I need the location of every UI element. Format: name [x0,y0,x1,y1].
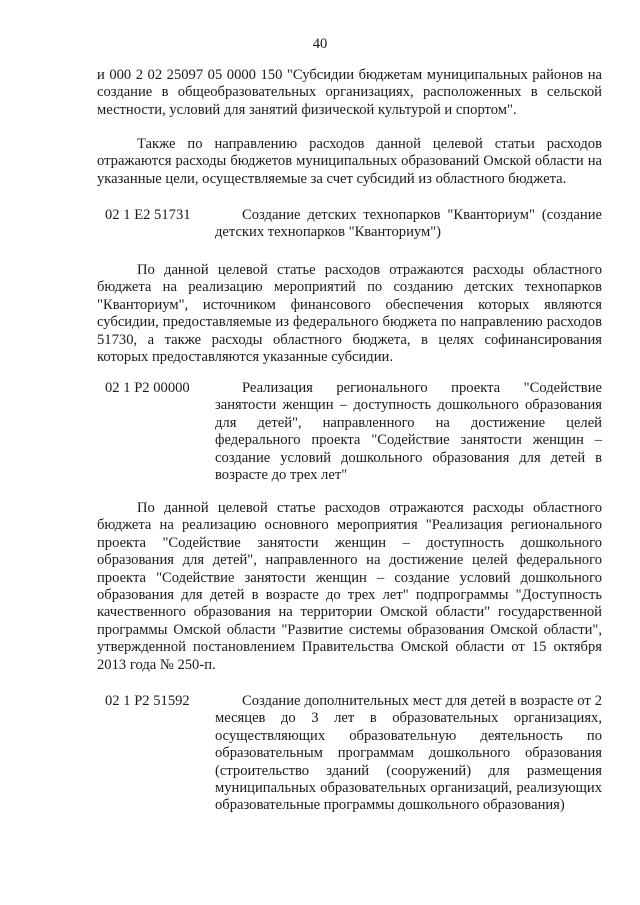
section-title-e2-51731 [215,207,602,242]
paragraph-municipal-expenses: Также по направлению расходов данной целевой статьи расходов отражаются расходы бюджетов муниципальных образований Омской области на указанные цели, осуществляемые за счет субсидий из областного бюджета. [97,136,602,187]
paragraph-regional-project: По данной целевой статье расходов отражаются расходы областного бюджета на реализацию основного мероприятия "Реализация регионального проекта "Содействие занятости женщин – доступность дошкольного образования для детей", направленного на достижение целей федерального проекта "Содействие занятости женщин – создание условий дошкольного образования для детей в возрасте до трех лет" подпрограммы "Доступность качественного образования на территории Омской области" государственной программы Омской области "Развитие системы образования Омской области", утвержденной постановлением Правительства Омской области от 15 октября 2013 года № 250-п. [97,500,602,673]
section-title-text: Создание дополнительных мест для детей в возрасте от 2 месяцев до 3 лет в образовательных организациях, осуществляющих образовательную деятельность по образовательным программам дошкольного образования (строительство зданий (сооружений) для размещения муниципальных образовательных организаций, реализующих образовательные программы дошкольного образования) [215,693,602,814]
section-title-text: Создание детских технопарков "Кванториум" (создание детских технопарков "Кванториум") [215,207,602,241]
paragraph-kvantorium: По данной целевой статье расходов отражаются расходы областного бюджета на реализацию мероприятий по созданию детских технопарков "Кванториум", источником финансового обеспечения которых являются субсидии, предоставляемые из федерального бюджета по направлению расходов 51730, а также расходы областного бюджета, в целях софинансирования которых предоставляются указанные субсидии. [97,262,602,366]
page-number: 40 [312,36,328,52]
section-code-p2-00000: 02 1 P2 00000 [105,380,190,396]
section-title-p2-51592 [215,693,602,815]
section-code-p2-51592: 02 1 P2 51592 [105,693,190,709]
section-code-e2-51731: 02 1 E2 51731 [105,207,191,223]
section-title-text: Реализация регионального проекта "Содействие занятости женщин – доступность дошкольного образования для детей", направленного на достижение целей федерального проекта "Содействие занятости женщин – создание условий дошкольного образования для детей в возрасте до трех лет" [215,380,602,484]
paragraph-subsidy-code: и 000 2 02 25097 05 0000 150 "Субсидии бюджетам муниципальных районов на создание в общеобразовательных организациях, расположенных в сельской местности, условий для занятий физической культурой и спортом". [97,67,602,118]
section-title-p2-00000 [215,380,602,484]
